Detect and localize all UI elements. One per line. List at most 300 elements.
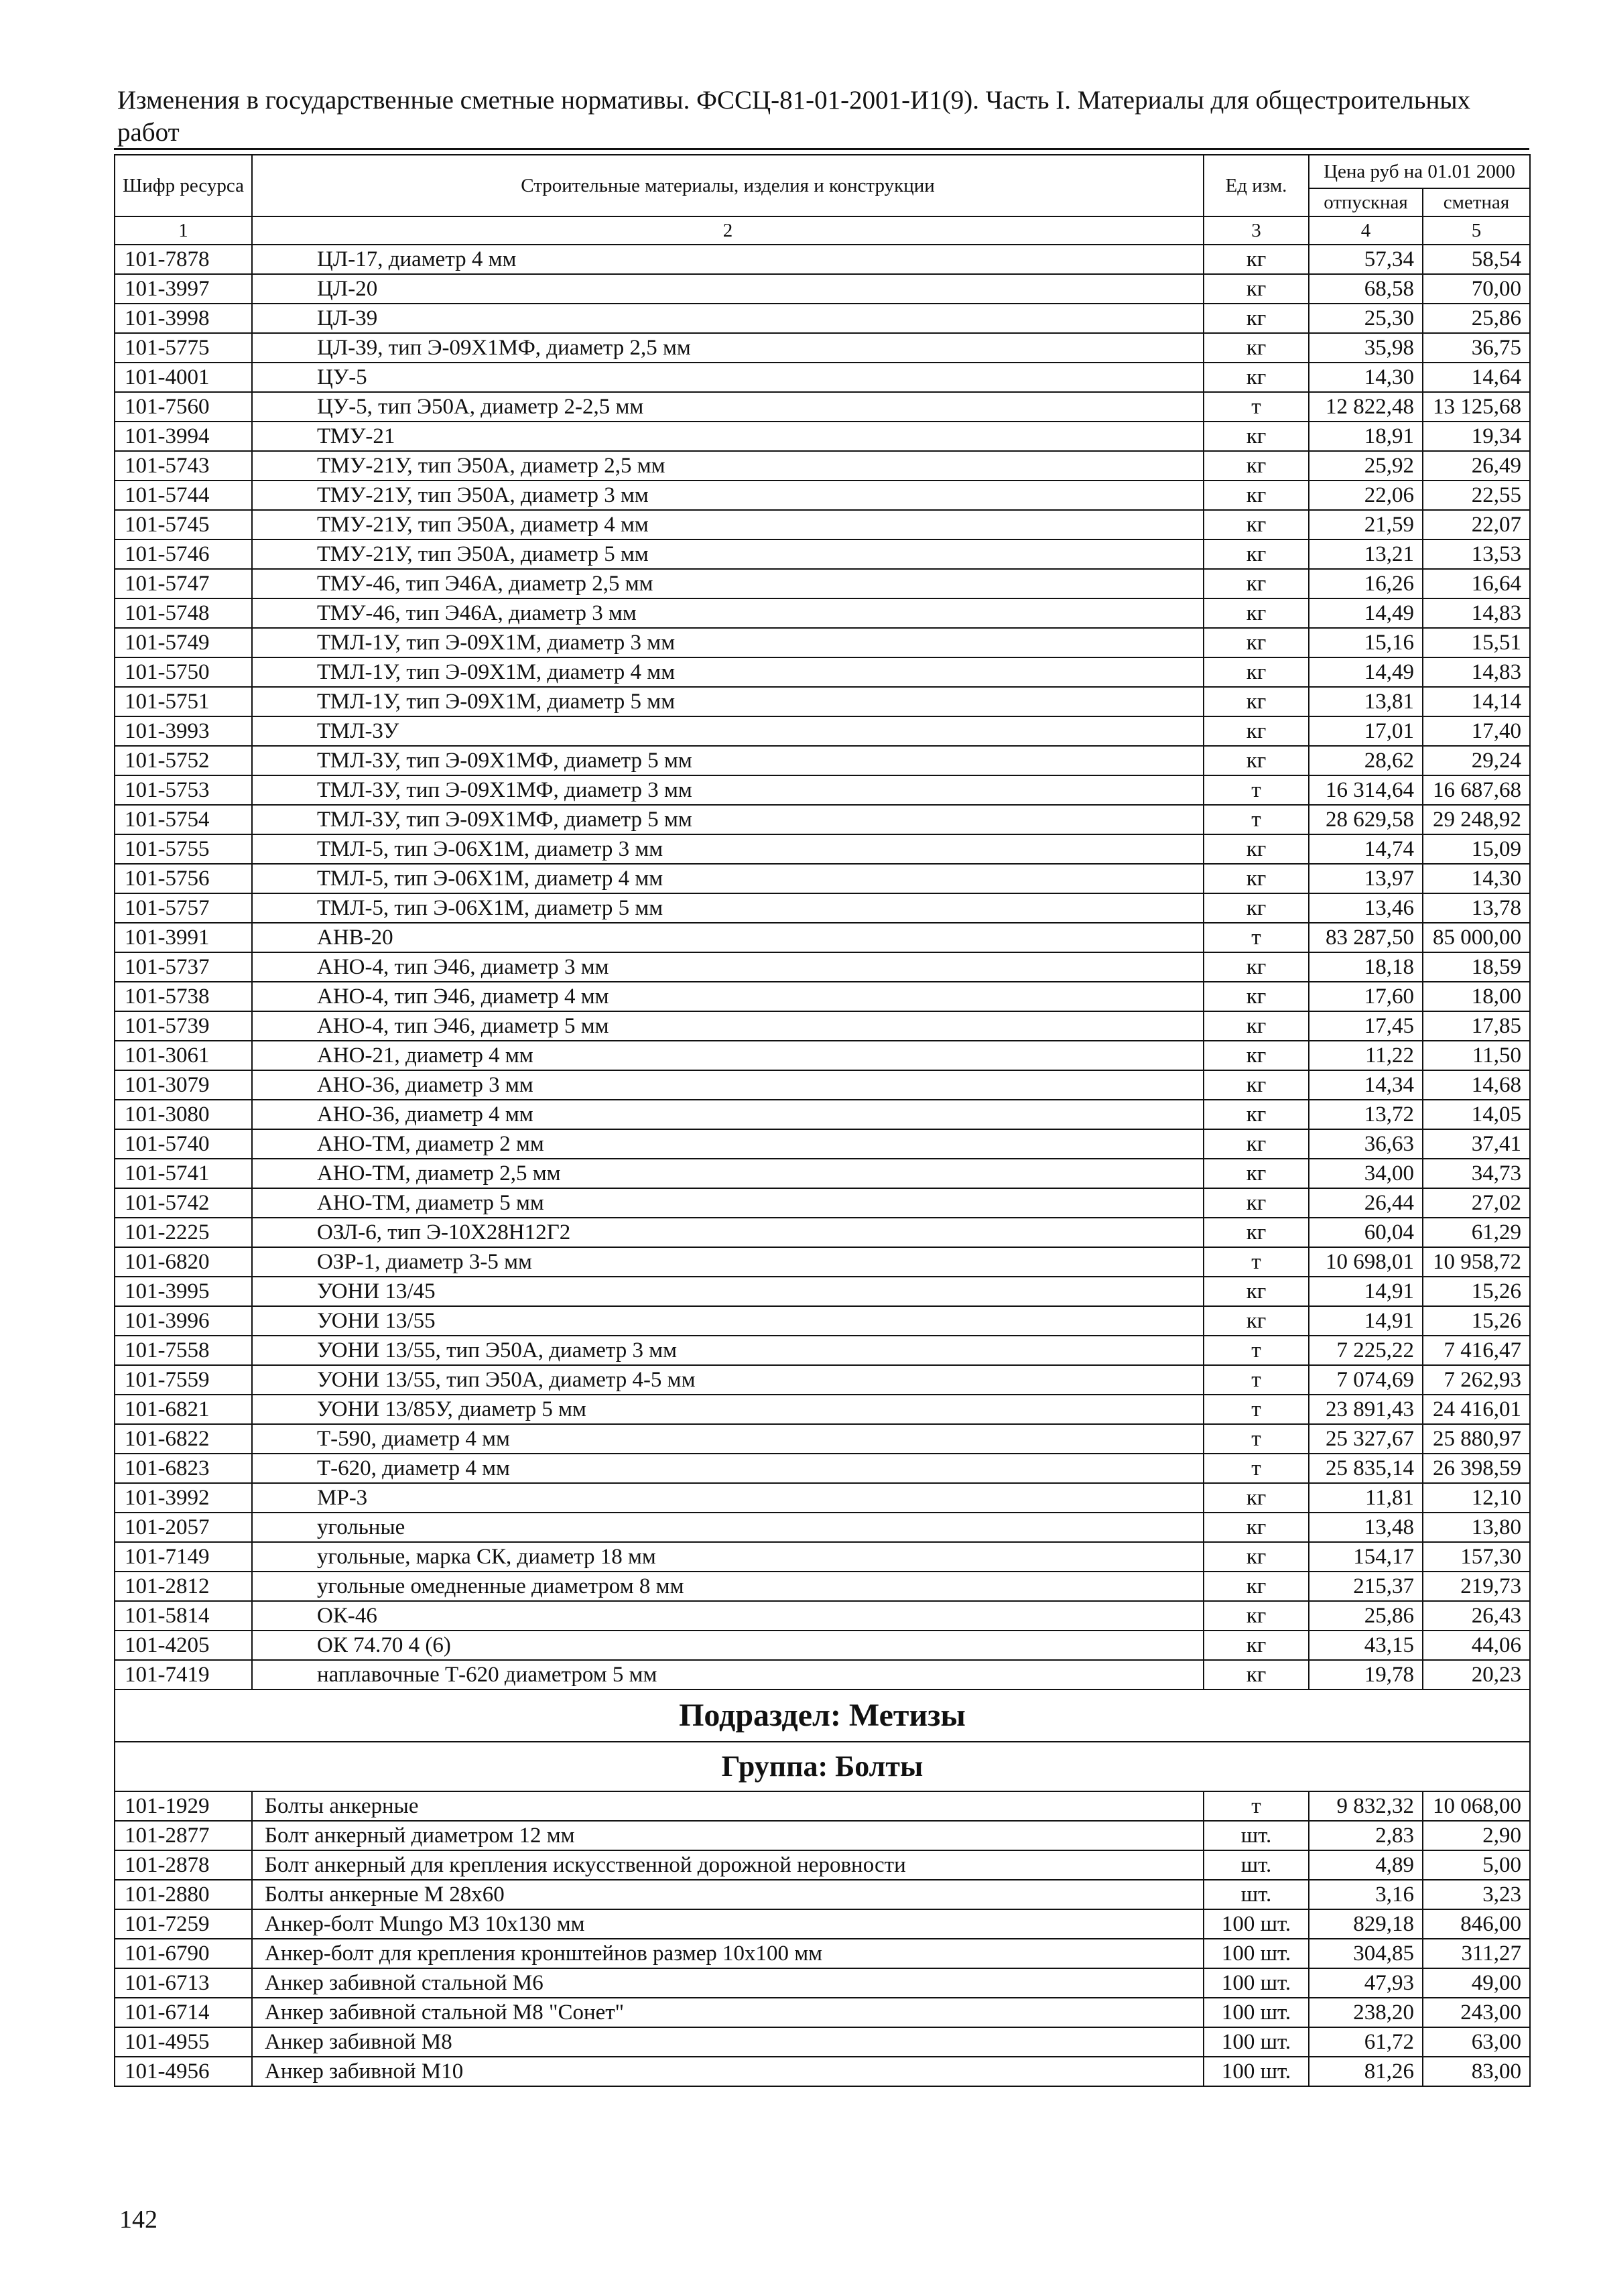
release-price: 11,81 <box>1309 1483 1423 1513</box>
table-header-row <box>115 155 1530 188</box>
resource-code: 101-5749 <box>115 628 252 657</box>
table-row <box>115 1159 1530 1188</box>
material-name: ТМЛ-5, тип Э-06Х1М, диаметр 4 мм <box>252 864 1204 893</box>
table-row <box>115 982 1530 1011</box>
resource-code: 101-5814 <box>115 1601 252 1631</box>
unit: кг <box>1204 1188 1309 1218</box>
column-number: 2 <box>252 216 1204 245</box>
table-row <box>115 1939 1530 1968</box>
table-row <box>115 1365 1530 1395</box>
material-name: УОНИ 13/45 <box>252 1277 1204 1306</box>
estimate-price: 13,80 <box>1423 1513 1530 1542</box>
estimate-price: 22,55 <box>1423 481 1530 510</box>
resource-code: 101-3994 <box>115 422 252 451</box>
estimate-price: 36,75 <box>1423 333 1530 363</box>
release-price: 14,30 <box>1309 363 1423 392</box>
material-name: ТМУ-46, тип Э46А, диаметр 3 мм <box>252 598 1204 628</box>
material-name: УОНИ 13/55, тип Э50А, диаметр 4-5 мм <box>252 1365 1204 1395</box>
table-row <box>115 1424 1530 1454</box>
estimate-price: 219,73 <box>1423 1572 1530 1601</box>
resource-code: 101-6820 <box>115 1247 252 1277</box>
material-name: Болты анкерные <box>252 1791 1204 1821</box>
unit: кг <box>1204 451 1309 481</box>
resource-code: 101-6822 <box>115 1424 252 1454</box>
unit: т <box>1204 1247 1309 1277</box>
material-name: ЦЛ-39 <box>252 304 1204 333</box>
release-price: 13,48 <box>1309 1513 1423 1542</box>
estimate-price: 2,90 <box>1423 1821 1530 1850</box>
table-row <box>115 1041 1530 1070</box>
resource-code: 101-3079 <box>115 1070 252 1100</box>
resource-code: 101-3996 <box>115 1306 252 1336</box>
table-row <box>115 1011 1530 1041</box>
release-price: 13,46 <box>1309 893 1423 923</box>
release-price: 13,81 <box>1309 687 1423 716</box>
unit: кг <box>1204 333 1309 363</box>
unit: кг <box>1204 1070 1309 1100</box>
release-price: 19,78 <box>1309 1660 1423 1689</box>
resource-code: 101-7558 <box>115 1336 252 1365</box>
material-name: АНО-ТМ, диаметр 2,5 мм <box>252 1159 1204 1188</box>
resource-code: 101-3992 <box>115 1483 252 1513</box>
table-row <box>115 304 1530 333</box>
release-price: 28,62 <box>1309 746 1423 775</box>
resource-code: 101-2225 <box>115 1218 252 1247</box>
table-row <box>115 1454 1530 1483</box>
group-heading-row <box>115 1742 1530 1791</box>
table-row <box>115 687 1530 716</box>
resource-code: 101-3997 <box>115 274 252 304</box>
material-name: Анкер-болт для крепления кронштейнов размер 10х100 мм <box>252 1939 1204 1968</box>
estimate-price: 10 068,00 <box>1423 1791 1530 1821</box>
material-name: МР-3 <box>252 1483 1204 1513</box>
resource-code: 101-2812 <box>115 1572 252 1601</box>
estimate-price: 16 687,68 <box>1423 775 1530 805</box>
unit: кг <box>1204 1277 1309 1306</box>
material-name: ТМЛ-1У, тип Э-09Х1М, диаметр 4 мм <box>252 657 1204 687</box>
estimate-price: 26,43 <box>1423 1601 1530 1631</box>
material-name: ЦУ-5 <box>252 363 1204 392</box>
material-name: УОНИ 13/55 <box>252 1306 1204 1336</box>
release-price: 304,85 <box>1309 1939 1423 1968</box>
resource-code: 101-5740 <box>115 1129 252 1159</box>
resource-code: 101-3080 <box>115 1100 252 1129</box>
unit: кг <box>1204 598 1309 628</box>
table-row <box>115 1188 1530 1218</box>
table-row <box>115 274 1530 304</box>
unit: кг <box>1204 1041 1309 1070</box>
release-price: 17,01 <box>1309 716 1423 746</box>
estimate-price: 14,64 <box>1423 363 1530 392</box>
table-row <box>115 1542 1530 1572</box>
resource-code: 101-3995 <box>115 1277 252 1306</box>
release-price: 28 629,58 <box>1309 805 1423 834</box>
resource-code: 101-5750 <box>115 657 252 687</box>
resource-code: 101-5747 <box>115 569 252 598</box>
table-row <box>115 923 1530 952</box>
resource-code: 101-7560 <box>115 392 252 422</box>
column-number: 1 <box>115 216 252 245</box>
release-price: 17,60 <box>1309 982 1423 1011</box>
column-number: 5 <box>1423 216 1530 245</box>
resource-code: 101-5737 <box>115 952 252 982</box>
release-price: 215,37 <box>1309 1572 1423 1601</box>
table-row <box>115 422 1530 451</box>
resource-code: 101-4956 <box>115 2057 252 2086</box>
unit: т <box>1204 1454 1309 1483</box>
unit: кг <box>1204 363 1309 392</box>
release-price: 16 314,64 <box>1309 775 1423 805</box>
resource-code: 101-5739 <box>115 1011 252 1041</box>
unit: кг <box>1204 1306 1309 1336</box>
release-price: 18,91 <box>1309 422 1423 451</box>
estimate-price: 14,30 <box>1423 864 1530 893</box>
estimate-price: 14,05 <box>1423 1100 1530 1129</box>
material-name: Болт анкерный для крепления искусственной дорожной неровности <box>252 1850 1204 1880</box>
table-row <box>115 1070 1530 1100</box>
header-rule <box>114 148 1529 150</box>
release-price: 14,49 <box>1309 657 1423 687</box>
unit: кг <box>1204 1129 1309 1159</box>
unit: кг <box>1204 304 1309 333</box>
table-row <box>115 1336 1530 1365</box>
estimate-price: 12,10 <box>1423 1483 1530 1513</box>
material-name: ТМУ-21У, тип Э50А, диаметр 5 мм <box>252 539 1204 569</box>
table-row <box>115 392 1530 422</box>
release-price: 22,06 <box>1309 481 1423 510</box>
release-price: 25 327,67 <box>1309 1424 1423 1454</box>
subsection-heading-row <box>115 1689 1530 1742</box>
unit: шт. <box>1204 1850 1309 1880</box>
resource-code: 101-5757 <box>115 893 252 923</box>
material-name: ОК 74.70 4 (6) <box>252 1631 1204 1660</box>
material-name: АНО-36, диаметр 3 мм <box>252 1070 1204 1100</box>
material-name: АНО-ТМ, диаметр 2 мм <box>252 1129 1204 1159</box>
material-name: ТМЛ-5, тип Э-06Х1М, диаметр 5 мм <box>252 893 1204 923</box>
unit: кг <box>1204 628 1309 657</box>
estimate-price: 25 880,97 <box>1423 1424 1530 1454</box>
unit: кг <box>1204 1660 1309 1689</box>
resource-code: 101-1929 <box>115 1791 252 1821</box>
material-name: угольные <box>252 1513 1204 1542</box>
resource-code: 101-5744 <box>115 481 252 510</box>
material-name: ТМУ-21У, тип Э50А, диаметр 4 мм <box>252 510 1204 539</box>
table-row <box>115 481 1530 510</box>
materials-price-table <box>114 154 1531 2087</box>
estimate-price: 22,07 <box>1423 510 1530 539</box>
unit: т <box>1204 775 1309 805</box>
table-row <box>115 834 1530 864</box>
resource-code: 101-3993 <box>115 716 252 746</box>
resource-code: 101-5746 <box>115 539 252 569</box>
resource-code: 101-5738 <box>115 982 252 1011</box>
release-price: 61,72 <box>1309 2027 1423 2057</box>
resource-code: 101-7878 <box>115 245 252 274</box>
release-price: 21,59 <box>1309 510 1423 539</box>
table-row <box>115 1483 1530 1513</box>
material-name: АНО-4, тип Э46, диаметр 5 мм <box>252 1011 1204 1041</box>
estimate-price: 11,50 <box>1423 1041 1530 1070</box>
resource-code: 101-5755 <box>115 834 252 864</box>
release-price: 829,18 <box>1309 1909 1423 1939</box>
col-header-code: Шифр ресурса <box>115 155 252 216</box>
col-header-release-price: отпускная <box>1309 188 1423 216</box>
release-price: 60,04 <box>1309 1218 1423 1247</box>
material-name: ТМЛ-3У, тип Э-09Х1МФ, диаметр 5 мм <box>252 805 1204 834</box>
unit: шт. <box>1204 1821 1309 1850</box>
table-row <box>115 1129 1530 1159</box>
estimate-price: 3,23 <box>1423 1880 1530 1909</box>
unit: кг <box>1204 422 1309 451</box>
material-name: ТМЛ-3У, тип Э-09Х1МФ, диаметр 5 мм <box>252 746 1204 775</box>
table-row <box>115 805 1530 834</box>
estimate-price: 25,86 <box>1423 304 1530 333</box>
estimate-price: 20,23 <box>1423 1660 1530 1689</box>
material-name: Болты анкерные М 28х60 <box>252 1880 1204 1909</box>
release-price: 25,86 <box>1309 1601 1423 1631</box>
material-name: АНО-4, тип Э46, диаметр 4 мм <box>252 982 1204 1011</box>
material-name: Анкер забивной М10 <box>252 2057 1204 2086</box>
estimate-price: 13,78 <box>1423 893 1530 923</box>
unit: кг <box>1204 982 1309 1011</box>
material-name: Т-620, диаметр 4 мм <box>252 1454 1204 1483</box>
resource-code: 101-2057 <box>115 1513 252 1542</box>
release-price: 36,63 <box>1309 1129 1423 1159</box>
release-price: 9 832,32 <box>1309 1791 1423 1821</box>
col-header-unit: Ед изм. <box>1204 155 1309 216</box>
table-row <box>115 1909 1530 1939</box>
unit: кг <box>1204 893 1309 923</box>
unit: кг <box>1204 569 1309 598</box>
material-name: ТМУ-21У, тип Э50А, диаметр 2,5 мм <box>252 451 1204 481</box>
table-row <box>115 1277 1530 1306</box>
unit: кг <box>1204 687 1309 716</box>
release-price: 14,49 <box>1309 598 1423 628</box>
unit: кг <box>1204 1100 1309 1129</box>
table-row <box>115 1247 1530 1277</box>
table-row <box>115 1968 1530 1998</box>
unit: т <box>1204 923 1309 952</box>
estimate-price: 26 398,59 <box>1423 1454 1530 1483</box>
release-price: 25,92 <box>1309 451 1423 481</box>
table-row <box>115 569 1530 598</box>
material-name: АНО-36, диаметр 4 мм <box>252 1100 1204 1129</box>
unit: кг <box>1204 1011 1309 1041</box>
release-price: 7 074,69 <box>1309 1365 1423 1395</box>
material-name: ЦЛ-17, диаметр 4 мм <box>252 245 1204 274</box>
estimate-price: 29,24 <box>1423 746 1530 775</box>
group-heading: Группа: Болты <box>115 1742 1530 1791</box>
resource-code: 101-5756 <box>115 864 252 893</box>
unit: т <box>1204 1365 1309 1395</box>
table-row <box>115 1513 1530 1542</box>
resource-code: 101-3991 <box>115 923 252 952</box>
table-row <box>115 1880 1530 1909</box>
material-name: ОК-46 <box>252 1601 1204 1631</box>
release-price: 18,18 <box>1309 952 1423 982</box>
unit: кг <box>1204 1513 1309 1542</box>
unit: т <box>1204 805 1309 834</box>
estimate-price: 83,00 <box>1423 2057 1530 2086</box>
material-name: ТМЛ-5, тип Э-06Х1М, диаметр 3 мм <box>252 834 1204 864</box>
unit: 100 шт. <box>1204 2057 1309 2086</box>
unit: 100 шт. <box>1204 1939 1309 1968</box>
resource-code: 101-5743 <box>115 451 252 481</box>
unit: кг <box>1204 1218 1309 1247</box>
document-header: Изменения в государственные сметные нормативы. ФССЦ-81-01-2001-И1(9). Часть I. Материалы для общестроительных работ <box>117 86 1471 147</box>
estimate-price: 15,26 <box>1423 1277 1530 1306</box>
table-row <box>115 657 1530 687</box>
table-row <box>115 1791 1530 1821</box>
unit: т <box>1204 1395 1309 1424</box>
resource-code: 101-4205 <box>115 1631 252 1660</box>
material-name: ТМУ-21У, тип Э50А, диаметр 3 мм <box>252 481 1204 510</box>
release-price: 14,91 <box>1309 1277 1423 1306</box>
resource-code: 101-3998 <box>115 304 252 333</box>
estimate-price: 243,00 <box>1423 1998 1530 2027</box>
release-price: 11,22 <box>1309 1041 1423 1070</box>
estimate-price: 15,26 <box>1423 1306 1530 1336</box>
estimate-price: 18,59 <box>1423 952 1530 982</box>
unit: кг <box>1204 1483 1309 1513</box>
unit: 100 шт. <box>1204 2027 1309 2057</box>
resource-code: 101-2880 <box>115 1880 252 1909</box>
estimate-price: 14,83 <box>1423 657 1530 687</box>
estimate-price: 7 416,47 <box>1423 1336 1530 1365</box>
estimate-price: 15,09 <box>1423 834 1530 864</box>
material-name: Анкер забивной стальной М6 <box>252 1968 1204 1998</box>
material-name: ЦУ-5, тип Э50А, диаметр 2-2,5 мм <box>252 392 1204 422</box>
material-name: ОЗЛ-6, тип Э-10Х28Н12Г2 <box>252 1218 1204 1247</box>
unit: кг <box>1204 1631 1309 1660</box>
estimate-price: 846,00 <box>1423 1909 1530 1939</box>
resource-code: 101-7259 <box>115 1909 252 1939</box>
resource-code: 101-4955 <box>115 2027 252 2057</box>
unit: шт. <box>1204 1880 1309 1909</box>
estimate-price: 14,83 <box>1423 598 1530 628</box>
material-name: угольные, марка СК, диаметр 18 мм <box>252 1542 1204 1572</box>
estimate-price: 14,68 <box>1423 1070 1530 1100</box>
release-price: 25,30 <box>1309 304 1423 333</box>
material-name: АНО-ТМ, диаметр 5 мм <box>252 1188 1204 1218</box>
resource-code: 101-7149 <box>115 1542 252 1572</box>
unit: т <box>1204 1424 1309 1454</box>
unit: 100 шт. <box>1204 1909 1309 1939</box>
release-price: 154,17 <box>1309 1542 1423 1572</box>
material-name: ОЗР-1, диаметр 3-5 мм <box>252 1247 1204 1277</box>
unit: кг <box>1204 834 1309 864</box>
table-row <box>115 1821 1530 1850</box>
material-name: АНО-21, диаметр 4 мм <box>252 1041 1204 1070</box>
estimate-price: 26,49 <box>1423 451 1530 481</box>
release-price: 13,72 <box>1309 1100 1423 1129</box>
resource-code: 101-5748 <box>115 598 252 628</box>
table-row <box>115 716 1530 746</box>
release-price: 57,34 <box>1309 245 1423 274</box>
column-number: 4 <box>1309 216 1423 245</box>
estimate-price: 10 958,72 <box>1423 1247 1530 1277</box>
subsection-heading: Подраздел: Метизы <box>115 1689 1530 1742</box>
unit: т <box>1204 1336 1309 1365</box>
estimate-price: 24 416,01 <box>1423 1395 1530 1424</box>
estimate-price: 19,34 <box>1423 422 1530 451</box>
unit: кг <box>1204 746 1309 775</box>
estimate-price: 49,00 <box>1423 1968 1530 1998</box>
table-row <box>115 2027 1530 2057</box>
material-name: ТМЛ-1У, тип Э-09Х1М, диаметр 5 мм <box>252 687 1204 716</box>
estimate-price: 61,29 <box>1423 1218 1530 1247</box>
col-header-name: Строительные материалы, изделия и конструкции <box>252 155 1204 216</box>
estimate-price: 7 262,93 <box>1423 1365 1530 1395</box>
release-price: 2,83 <box>1309 1821 1423 1850</box>
table-row <box>115 628 1530 657</box>
resource-code: 101-6823 <box>115 1454 252 1483</box>
estimate-price: 85 000,00 <box>1423 923 1530 952</box>
material-name: Анкер забивной стальной М8 "Сонет" <box>252 1998 1204 2027</box>
resource-code: 101-5775 <box>115 333 252 363</box>
material-name: ТМЛ-3У <box>252 716 1204 746</box>
table-row <box>115 893 1530 923</box>
estimate-price: 157,30 <box>1423 1542 1530 1572</box>
resource-code: 101-5754 <box>115 805 252 834</box>
release-price: 34,00 <box>1309 1159 1423 1188</box>
unit: т <box>1204 1791 1309 1821</box>
estimate-price: 27,02 <box>1423 1188 1530 1218</box>
resource-code: 101-6713 <box>115 1968 252 1998</box>
material-name: Т-590, диаметр 4 мм <box>252 1424 1204 1454</box>
table-row <box>115 1601 1530 1631</box>
release-price: 35,98 <box>1309 333 1423 363</box>
table-row <box>115 1998 1530 2027</box>
table-row <box>115 2057 1530 2086</box>
release-price: 13,97 <box>1309 864 1423 893</box>
table-row <box>115 1631 1530 1660</box>
resource-code: 101-2877 <box>115 1821 252 1850</box>
material-name: ЦЛ-39, тип Э-09Х1МФ, диаметр 2,5 мм <box>252 333 1204 363</box>
table-row <box>115 510 1530 539</box>
release-price: 10 698,01 <box>1309 1247 1423 1277</box>
resource-code: 101-6821 <box>115 1395 252 1424</box>
table-row <box>115 363 1530 392</box>
resource-code: 101-2878 <box>115 1850 252 1880</box>
estimate-price: 16,64 <box>1423 569 1530 598</box>
table-row <box>115 598 1530 628</box>
material-name: Анкер-болт Mungo M3 10x130 мм <box>252 1909 1204 1939</box>
release-price: 238,20 <box>1309 1998 1423 2027</box>
resource-code: 101-4001 <box>115 363 252 392</box>
table-row <box>115 952 1530 982</box>
resource-code: 101-7559 <box>115 1365 252 1395</box>
release-price: 4,89 <box>1309 1850 1423 1880</box>
release-price: 12 822,48 <box>1309 392 1423 422</box>
estimate-price: 14,14 <box>1423 687 1530 716</box>
release-price: 26,44 <box>1309 1188 1423 1218</box>
material-name: Болт анкерный диаметром 12 мм <box>252 1821 1204 1850</box>
table-row <box>115 775 1530 805</box>
release-price: 83 287,50 <box>1309 923 1423 952</box>
table-row <box>115 333 1530 363</box>
material-name: Анкер забивной М8 <box>252 2027 1204 2057</box>
unit: кг <box>1204 1542 1309 1572</box>
release-price: 68,58 <box>1309 274 1423 304</box>
table-row <box>115 1100 1530 1129</box>
unit: кг <box>1204 1159 1309 1188</box>
material-name: ТМЛ-3У, тип Э-09Х1МФ, диаметр 3 мм <box>252 775 1204 805</box>
estimate-price: 5,00 <box>1423 1850 1530 1880</box>
table-row <box>115 1572 1530 1601</box>
resource-code: 101-5741 <box>115 1159 252 1188</box>
estimate-price: 29 248,92 <box>1423 805 1530 834</box>
